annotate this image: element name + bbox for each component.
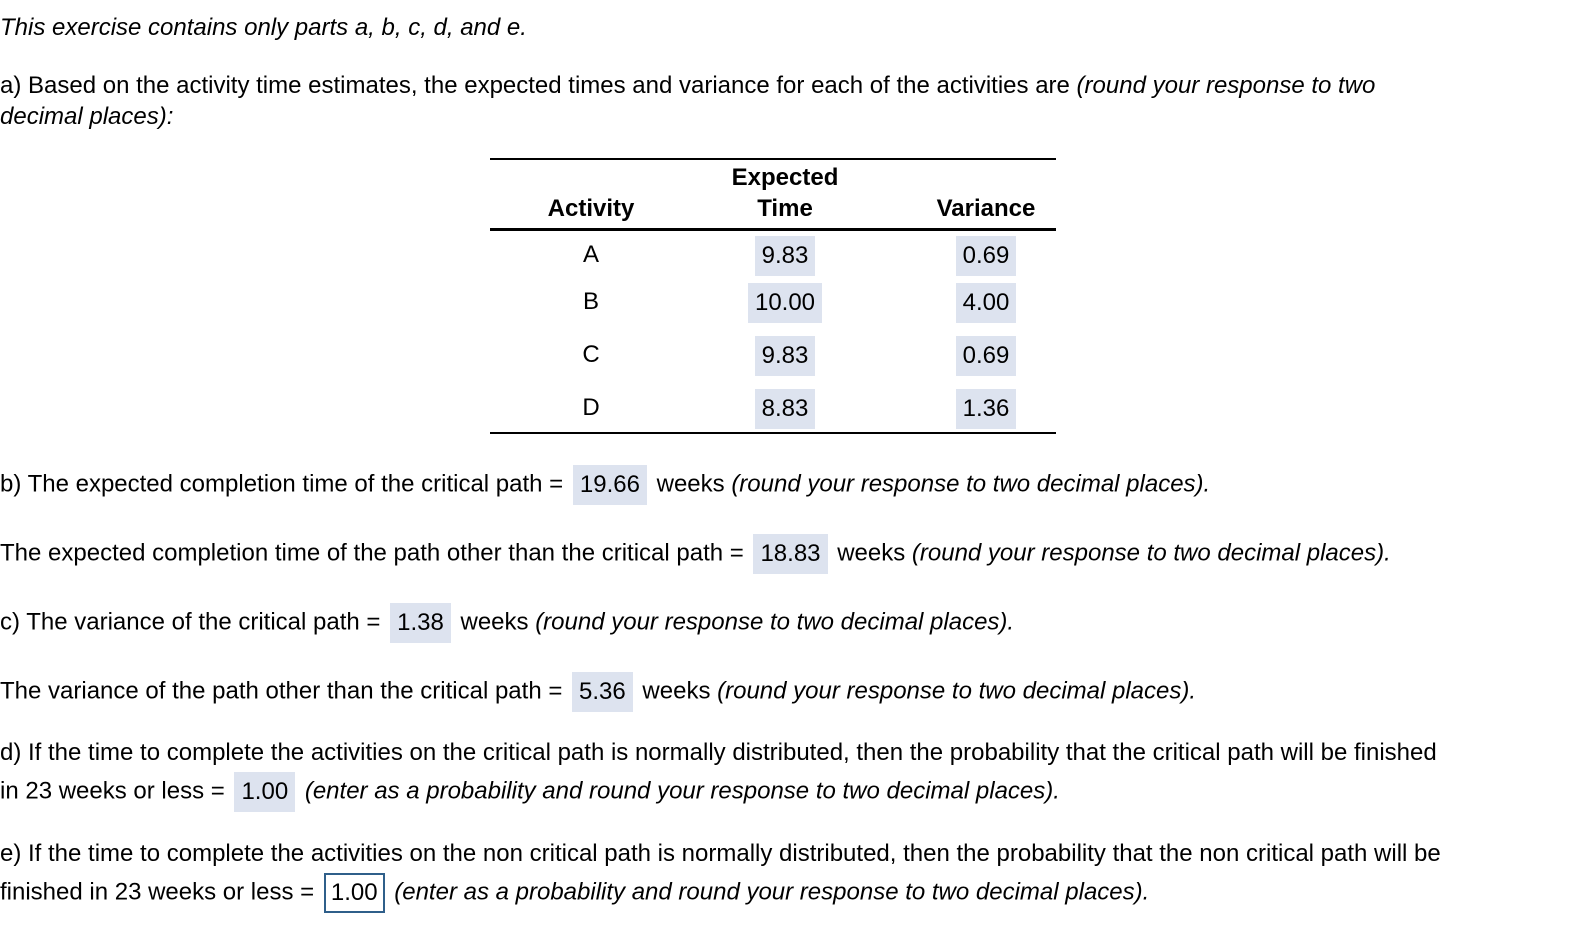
part-e-note: (enter as a probability and round your response to two decimal places). xyxy=(394,878,1150,906)
part-c-line xyxy=(0,603,1014,643)
cell-expected-time xyxy=(700,282,870,322)
part-b2-unit: weeks xyxy=(837,539,906,567)
part-c-unit: weeks xyxy=(460,608,529,636)
variance-answer[interactable]: 0.69 xyxy=(956,336,1017,376)
variance-answer[interactable]: 1.36 xyxy=(956,389,1017,429)
cell-activity: C xyxy=(582,341,600,368)
header-expected-line2: Time xyxy=(757,195,813,222)
header-activity: Activity xyxy=(547,195,635,222)
part-c2-text: The variance of the path other than the critical path = xyxy=(0,677,563,705)
cell-activity: D xyxy=(582,394,600,421)
part-c2-line xyxy=(0,672,1196,712)
part-a-note: (round your response to two xyxy=(1076,72,1376,99)
part-b-unit: weeks xyxy=(656,470,725,498)
part-b2-note: (round your response to two decimal places). xyxy=(911,539,1391,567)
part-c2-answer[interactable]: 5.36 xyxy=(572,672,633,712)
part-b2-line xyxy=(0,534,1391,574)
part-b-note: (round your response to two decimal places). xyxy=(731,470,1211,498)
expected-time-answer[interactable]: 8.83 xyxy=(755,389,816,429)
part-b2-text: The expected completion time of the path other than the critical path = xyxy=(0,539,744,567)
part-e-line2 xyxy=(0,873,1149,913)
part-b-answer[interactable]: 19.66 xyxy=(573,465,647,505)
cell-variance xyxy=(906,335,1066,375)
cell-variance xyxy=(906,235,1066,275)
table-header-rule xyxy=(490,228,1056,231)
cell-expected-time xyxy=(700,388,870,428)
part-d-answer[interactable]: 1.00 xyxy=(234,772,295,812)
cell-variance xyxy=(906,388,1066,428)
header-expected-line1: Expected xyxy=(731,164,839,191)
cell-expected-time xyxy=(700,335,870,375)
part-a-text: a) Based on the activity time estimates, the expected times and variance for each of the activities are xyxy=(0,72,1077,99)
part-e-line1: e) If the time to complete the activities on the non critical path is normally distributed, then the probability that the non critical path will be xyxy=(0,840,1441,867)
part-a-line1 xyxy=(0,70,1375,102)
part-c2-note: (round your response to two decimal places). xyxy=(717,677,1197,705)
part-d-note: (enter as a probability and round your response to two decimal places). xyxy=(304,777,1060,805)
part-d-line1: d) If the time to complete the activities on the critical path is normally distributed, then the probability that the critical path will be finished xyxy=(0,739,1437,766)
exercise-intro: This exercise contains only parts a, b, c, d, and e. xyxy=(0,14,527,41)
header-variance: Variance xyxy=(936,195,1036,222)
variance-answer[interactable]: 4.00 xyxy=(956,283,1017,323)
part-c2-unit: weeks xyxy=(642,677,711,705)
cell-variance xyxy=(906,282,1066,322)
part-e-answer[interactable]: 1.00 xyxy=(324,873,385,913)
cell-activity: A xyxy=(582,241,599,268)
cell-expected-time xyxy=(700,235,870,275)
table-top-rule xyxy=(490,158,1056,160)
part-c-text: c) The variance of the critical path = xyxy=(0,608,381,636)
part-d-line2 xyxy=(0,772,1060,812)
cell-activity: B xyxy=(582,288,599,315)
expected-time-answer[interactable]: 10.00 xyxy=(748,283,822,323)
variance-answer[interactable]: 0.69 xyxy=(956,236,1017,276)
part-b-text: b) The expected completion time of the critical path = xyxy=(0,470,564,498)
part-a-note-line2: decimal places): xyxy=(0,103,174,130)
part-b2-answer[interactable]: 18.83 xyxy=(753,534,827,574)
expected-time-answer[interactable]: 9.83 xyxy=(755,336,816,376)
part-b-line xyxy=(0,465,1210,505)
part-c-answer[interactable]: 1.38 xyxy=(390,603,451,643)
part-d-text: in 23 weeks or less = xyxy=(0,777,225,805)
expected-time-answer[interactable]: 9.83 xyxy=(755,236,816,276)
table-bottom-rule xyxy=(490,432,1056,434)
part-e-text: finished in 23 weeks or less = xyxy=(0,878,315,906)
part-c-note: (round your response to two decimal places). xyxy=(535,608,1015,636)
